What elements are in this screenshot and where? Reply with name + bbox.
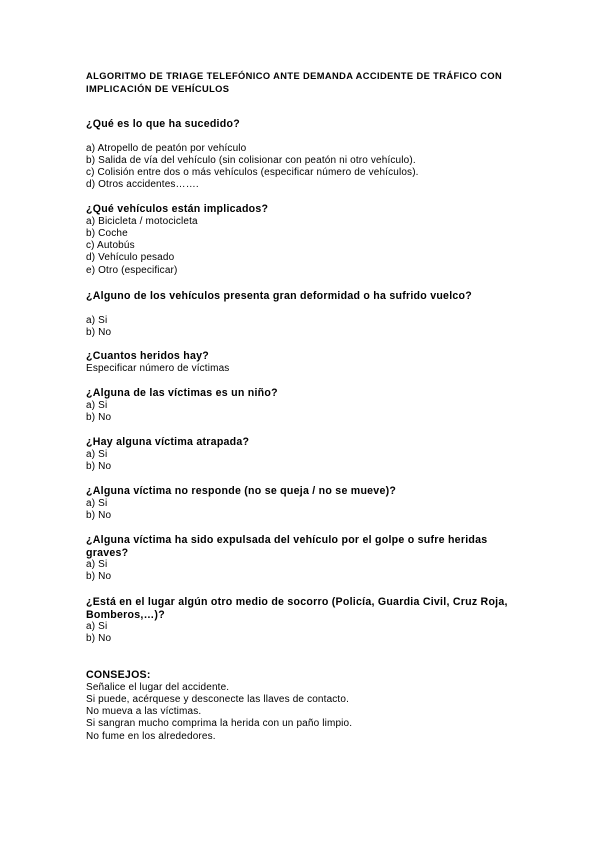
- question-block-injured-count: [86, 350, 526, 375]
- question-text: ¿Hay alguna víctima atrapada?: [86, 436, 250, 448]
- answer-option: a) Si: [86, 448, 108, 460]
- answer-option: a) Bicicleta / motocicleta: [86, 215, 198, 227]
- advice-line: Señalice el lugar del accidente.: [86, 681, 230, 693]
- answer-option: b) Coche: [86, 227, 128, 239]
- question-text: ¿Alguno de los vehículos presenta gran deformidad o ha sufrido vuelco?: [86, 290, 472, 302]
- question-block-trapped-victim: [86, 436, 526, 473]
- answer-option: b) Salida de vía del vehículo (sin colisionar con peatón ni otro vehículo).: [86, 154, 416, 166]
- answer-option: a) Si: [86, 621, 108, 632]
- answer-option: Especificar número de víctimas: [86, 362, 230, 374]
- question-block-other-services: [86, 596, 526, 646]
- answer-option: d) Otros accidentes…….: [86, 179, 199, 191]
- question-block-ejected-victim: [86, 534, 526, 584]
- question-text: ¿Qué vehículos están implicados?: [86, 203, 269, 215]
- answer-option: b) No: [86, 326, 112, 338]
- answer-option: a) Si: [86, 399, 108, 411]
- question-text: ¿Cuantos heridos hay?: [86, 350, 209, 362]
- answer-option: a) Si: [86, 559, 108, 570]
- question-block-deformity: [86, 290, 526, 339]
- answer-option: b) No: [86, 509, 112, 521]
- question-text: ¿Qué es lo que ha sucedido?: [86, 118, 240, 130]
- advice-line: No mueva a las víctimas.: [86, 706, 202, 718]
- advice-heading: CONSEJOS:: [86, 669, 151, 681]
- answer-option: a) Si: [86, 314, 108, 326]
- advice-block: [86, 669, 526, 743]
- answer-option: b) No: [86, 571, 112, 583]
- answer-option: b) No: [86, 460, 112, 472]
- answer-option: e) Otro (especificar): [86, 264, 178, 276]
- answer-option: a) Si: [86, 497, 108, 509]
- question-block-unresponsive-victim: [86, 485, 526, 522]
- document-title: ALGORITMO DE TRIAGE TELEFÓNICO ANTE DEMANDA ACCIDENTE DE TRÁFICO CON IMPLICACIÓN DE VEHÍCULOS: [86, 71, 503, 94]
- advice-line: Si sangran mucho comprima la herida con un paño limpio.: [86, 718, 353, 730]
- answer-option: d) Vehículo pesado: [86, 252, 175, 264]
- question-text: ¿Alguna víctima ha sido expulsada del vehículo por el golpe o sufre heridas graves?: [86, 534, 488, 559]
- answer-option: b) No: [86, 633, 112, 645]
- answer-option: b) No: [86, 411, 112, 423]
- question-text: ¿Alguna de las víctimas es un niño?: [86, 387, 278, 399]
- question-text: ¿Alguna víctima no responde (no se queja / no se mueve)?: [86, 485, 397, 497]
- answer-option: c) Colisión entre dos o más vehículos (especificar número de vehículos).: [86, 167, 419, 179]
- advice-line: Si puede, acérquese y desconecte las llaves de contacto.: [86, 693, 350, 705]
- question-block-vehicles: [86, 203, 526, 277]
- advice-line: No fume en los alrededores.: [86, 730, 216, 742]
- question-text: ¿Está en el lugar algún otro medio de socorro (Policía, Guardia Civil, Cruz Roja, Bomberos,…)?: [86, 596, 508, 621]
- question-block-what-happened: [86, 118, 526, 192]
- answer-option: a) Atropello de peatón por vehículo: [86, 142, 247, 154]
- answer-option: c) Autobús: [86, 240, 135, 252]
- question-block-child-victim: [86, 387, 526, 424]
